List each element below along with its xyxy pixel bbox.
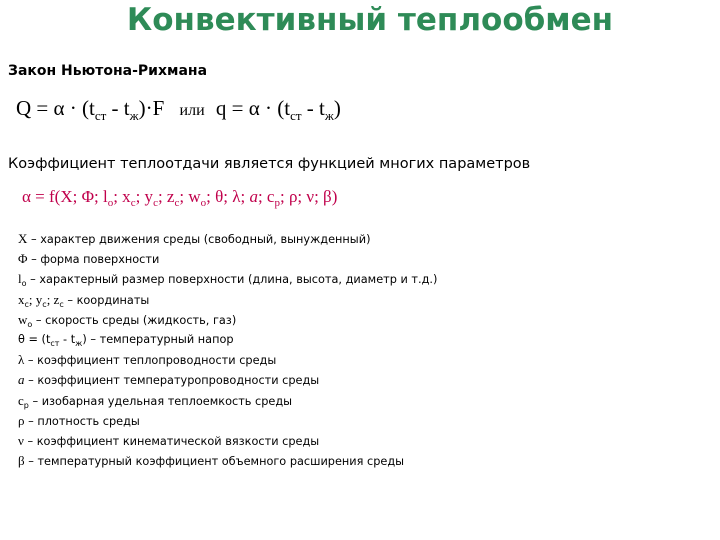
- definition-item: [18, 451, 437, 471]
- def-symbol: l: [18, 271, 22, 287]
- def-text: – коэффициент кинематической вязкости среды: [23, 434, 320, 448]
- formula-part: )·F: [138, 96, 165, 120]
- formula-part: ; y: [135, 187, 154, 206]
- def-sub: ст: [50, 338, 60, 348]
- def-symbol: ρ: [18, 412, 25, 428]
- newton-richmann-formula: [16, 96, 341, 124]
- def-sub: c: [42, 299, 47, 309]
- formula-sub: ж: [324, 108, 334, 123]
- alpha-function-formula: [22, 187, 337, 209]
- def-text: – коэффициент теплопроводности среды: [24, 354, 277, 368]
- formula-sub: c: [174, 197, 180, 209]
- def-symbol: c: [18, 392, 24, 408]
- page-title: Конвективный теплообмен: [126, 2, 614, 38]
- definition-item: [18, 310, 437, 330]
- def-symbol: θ = (t: [18, 332, 51, 346]
- def-symbol: X: [18, 231, 28, 246]
- formula-part: a: [249, 187, 258, 206]
- formula-part: ; c: [257, 187, 275, 206]
- def-sub: o: [21, 279, 27, 289]
- def-text: – характер движения среды (свободный, вынужденный): [27, 233, 371, 246]
- formula-ili: или: [179, 102, 205, 119]
- def-symbol: x: [18, 291, 25, 307]
- formula-part: ; z: [157, 187, 175, 206]
- def-text: – скорость среды (жидкость, газ): [32, 313, 237, 327]
- formula-part: ): [333, 96, 341, 120]
- def-text: – характерный размер поверхности (длина, высота, диаметр и т.д.): [26, 273, 438, 287]
- definitions-list: [18, 229, 437, 471]
- formula-sub: o: [200, 197, 207, 209]
- formula-part: Q = α · (t: [16, 96, 95, 120]
- formula-part: α = f(X; Φ; l: [22, 187, 108, 206]
- formula-sub: ст: [290, 108, 302, 123]
- statement: Коэффициент теплоотдачи является функцией многих параметров: [8, 156, 531, 172]
- def-symbol: β: [18, 453, 25, 469]
- def-symbol: ; z: [46, 291, 60, 307]
- def-text: – температурный коэффициент объемного расширения среды: [24, 455, 405, 469]
- def-sub: c: [24, 299, 29, 309]
- formula-sub: c: [130, 197, 136, 209]
- def-text: – координаты: [63, 293, 150, 307]
- formula-sub: ж: [129, 108, 139, 123]
- definition-item: [18, 229, 437, 249]
- def-text: – плотность среды: [24, 414, 140, 428]
- def-symbol: λ: [18, 352, 25, 368]
- def-text: – коэффициент температуропроводности среды: [24, 374, 320, 388]
- def-sub: c: [59, 299, 64, 309]
- formula-part: - t: [106, 96, 130, 120]
- definition-item: [18, 411, 437, 431]
- formula-part: ; x: [113, 187, 131, 206]
- def-sub: ж: [75, 338, 83, 348]
- def-text: – форма поверхности: [27, 253, 160, 267]
- subtitle: Закон Ньютона-Рихмана: [8, 63, 208, 79]
- formula-sub: c: [153, 197, 158, 209]
- definition-item: [18, 370, 437, 390]
- formula-part: ; θ; λ;: [206, 187, 250, 206]
- def-symbol: ; y: [28, 291, 43, 307]
- definition-item: [18, 350, 437, 370]
- def-symbol: - t: [59, 332, 76, 346]
- definition-item: [18, 391, 437, 411]
- definition-item: [18, 249, 437, 269]
- def-sub: o: [27, 319, 33, 329]
- definition-item: [18, 290, 437, 310]
- formula-part: ; w: [179, 187, 201, 206]
- formula-part: - t: [301, 96, 325, 120]
- def-symbol: w: [18, 311, 28, 327]
- formula-part: ; ρ; ν; β): [279, 187, 338, 206]
- formula-sub: o: [107, 197, 114, 209]
- def-symbol: ν: [18, 432, 24, 448]
- def-symbol: Φ: [18, 251, 28, 267]
- formula-sub: p: [274, 197, 280, 209]
- formula-part: q = α · (t: [215, 96, 291, 120]
- def-text: ) – температурный напор: [82, 332, 234, 346]
- formula-sub: ст: [94, 108, 107, 123]
- definition-item: [18, 269, 437, 289]
- def-symbol: a: [18, 372, 25, 388]
- def-sub: p: [23, 400, 29, 410]
- def-text: – изобарная удельная теплоемкость среды: [28, 394, 293, 408]
- definition-item: [18, 330, 437, 350]
- definition-item: [18, 431, 437, 451]
